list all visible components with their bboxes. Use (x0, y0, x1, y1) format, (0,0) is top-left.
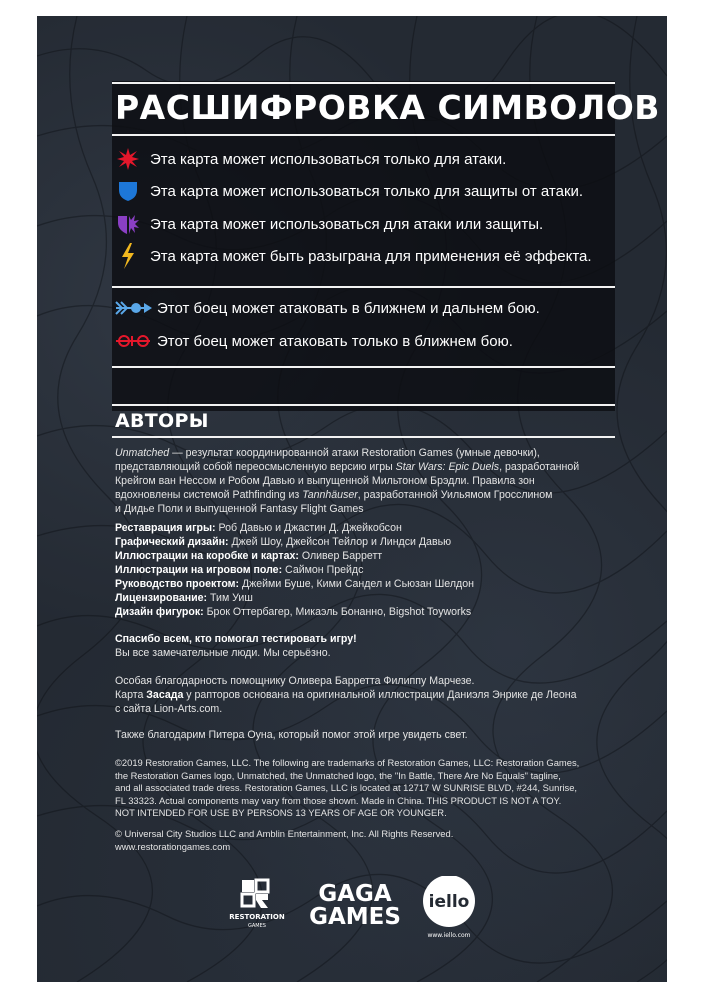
intro-line-1: — результат координированной атаки Restoration Games (умные девочки), (169, 447, 540, 459)
svg-text:GAMES: GAMES (248, 923, 266, 929)
intro-line-4-pre: вдохновлены системой Pathfinding из (115, 489, 303, 501)
intro-line-3: Крейгом ван Нессом и Робом Давью и выпущенной Мильтоном Брэдли. Правила зон (115, 475, 535, 487)
special-thanks-line-3: с сайта Lion-Arts.com. (115, 703, 223, 715)
range-row-melee (113, 330, 513, 352)
legend-bottom-divider (112, 366, 615, 368)
split-shield-icon (115, 211, 141, 237)
legend-title: РАСШИФРОВКА СИМВОЛОВ (115, 88, 660, 127)
ambush-card-name: Засада (146, 689, 184, 701)
legal-notice: ©2019 Restoration Games, LLC. The following are trademarks of Restoration Games, LLC: Restoration Games, the Restoration Games logo, Unmatched, the Unmatched logo, the "In Battle, There Are No Equals" tagline, and all associated trade dress. Restoration Games, LLC is located at 12717 W SUNRISE BLVD, #244, Sunrise, FL 33323. Actual components may vary from those shown. Made in China. THIS PRODUCT IS NOT A TOY. NOT INTENDED FOR USE BY PERSONS 13 YEARS OF AGE OR YOUNGER. (115, 757, 580, 818)
ranged-arrow-icon (113, 298, 153, 318)
range-melee-text: Этот боец может атаковать только в ближнем бою. (157, 332, 513, 350)
lightning-icon (115, 243, 141, 269)
shield-icon (115, 178, 141, 204)
universal-copyright: © Universal City Studios LLC and Amblin Entertainment, Inc. All Rights Reserved. www.restorationgames.com (115, 828, 635, 853)
symbol-versatile-text: Эта карта может использоваться для атаки или защиты. (150, 215, 544, 233)
credit-line: Дизайн фигурок: Брок Оттербагер, Микаэль Бонанно, Bigshot Toyworks (115, 606, 472, 618)
authors-title: АВТОРЫ (115, 410, 209, 432)
symbol-scheme-text: Эта карта может быть разыграна для применения её эффекта. (150, 247, 592, 265)
also-thanks (115, 728, 615, 742)
symbol-attack-text: Эта карта может использоваться только для атаки. (150, 150, 507, 168)
restoration-games-logo (229, 880, 285, 929)
legend-title-divider (112, 134, 615, 136)
playtest-thanks-bold: Спасибо всем, кто помогал тестировать игру! (115, 633, 357, 645)
symbol-row-attack (115, 146, 506, 172)
svg-text:GAGA: GAGA (318, 881, 392, 907)
symbol-row-versatile (115, 211, 543, 237)
svg-text:GAMES: GAMES (309, 904, 401, 930)
restoration-games-url[interactable]: www.restorationgames.com (115, 840, 231, 852)
publisher-logos (37, 876, 667, 976)
authors-intro (115, 446, 615, 516)
credit-line: Реставрация игры: Роб Давью и Джастин Д. Джейкобсон (115, 522, 402, 534)
epic-duels-italic: Star Wars: Epic Duels (395, 461, 500, 473)
range-ranged-text: Этот боец может атаковать в ближнем и дальнем бою. (157, 299, 540, 317)
intro-line-4-post: , разработанной Уильямом Гросслином (357, 489, 553, 501)
credit-line: Графический дизайн: Джей Шоу, Джейсон Тейлор и Линдси Давью (115, 536, 452, 548)
credit-line: Лицензирование: Тим Уиш (115, 592, 253, 604)
credits-list (115, 521, 615, 619)
credit-line: Иллюстрации на коробке и картах: Оливер Барретт (115, 550, 383, 562)
special-thanks-line-1: Особая благодарность помощнику Оливера Барретта Филиппу Марчезе. (115, 675, 475, 687)
range-row-ranged (113, 297, 540, 319)
playtest-thanks (115, 632, 615, 660)
starburst-icon (115, 146, 141, 172)
intro-line-5: и Дидье Поли и выпущенной Fantasy Flight Games (115, 503, 364, 515)
svg-text:iello: iello (428, 892, 470, 912)
intro-line-2-post: , разработанной (499, 461, 580, 473)
rules-page (37, 16, 667, 982)
game-title-italic: Unmatched (115, 447, 170, 459)
credit-line: Иллюстрации на игровом поле: Саймон Прейдс (115, 564, 364, 576)
symbol-row-defense (115, 178, 583, 204)
tannhauser-italic: Tannhäuser (302, 489, 358, 501)
legend-top-divider (112, 82, 615, 84)
symbol-row-scheme (115, 243, 592, 269)
iello-logo (423, 876, 475, 939)
svg-text:www.iello.com: www.iello.com (427, 932, 471, 939)
intro-line-2-pre: представляющий собой переосмысленную версию игры (115, 461, 396, 473)
special-thanks: Особая благодарность помощнику Оливера Барретта Филиппу Марчезе. Карта Засада у рапторов основана на оригинальной иллюстрации Даниэля Энрике де Леона с сайта Lion-Arts.com. (115, 674, 615, 716)
playtest-thanks-line: Вы все замечательные люди. Мы серьёзно. (115, 647, 331, 659)
authors-title-divider (112, 436, 615, 438)
gaga-games-logo (309, 881, 401, 930)
authors-top-divider (112, 404, 615, 406)
also-thanks-line: Также благодарим Питера Оуна, который помог этой игре увидеть свет. (115, 729, 468, 741)
symbol-defense-text: Эта карта может использоваться только для защиты от атаки. (150, 182, 584, 200)
melee-sword-icon (113, 331, 153, 351)
credit-line: Руководство проектом: Джейми Буше, Кими Сандел и Сьюзан Шелдон (115, 578, 474, 590)
legend-mid-divider (112, 286, 615, 288)
svg-text:RESTORATION: RESTORATION (229, 913, 285, 921)
